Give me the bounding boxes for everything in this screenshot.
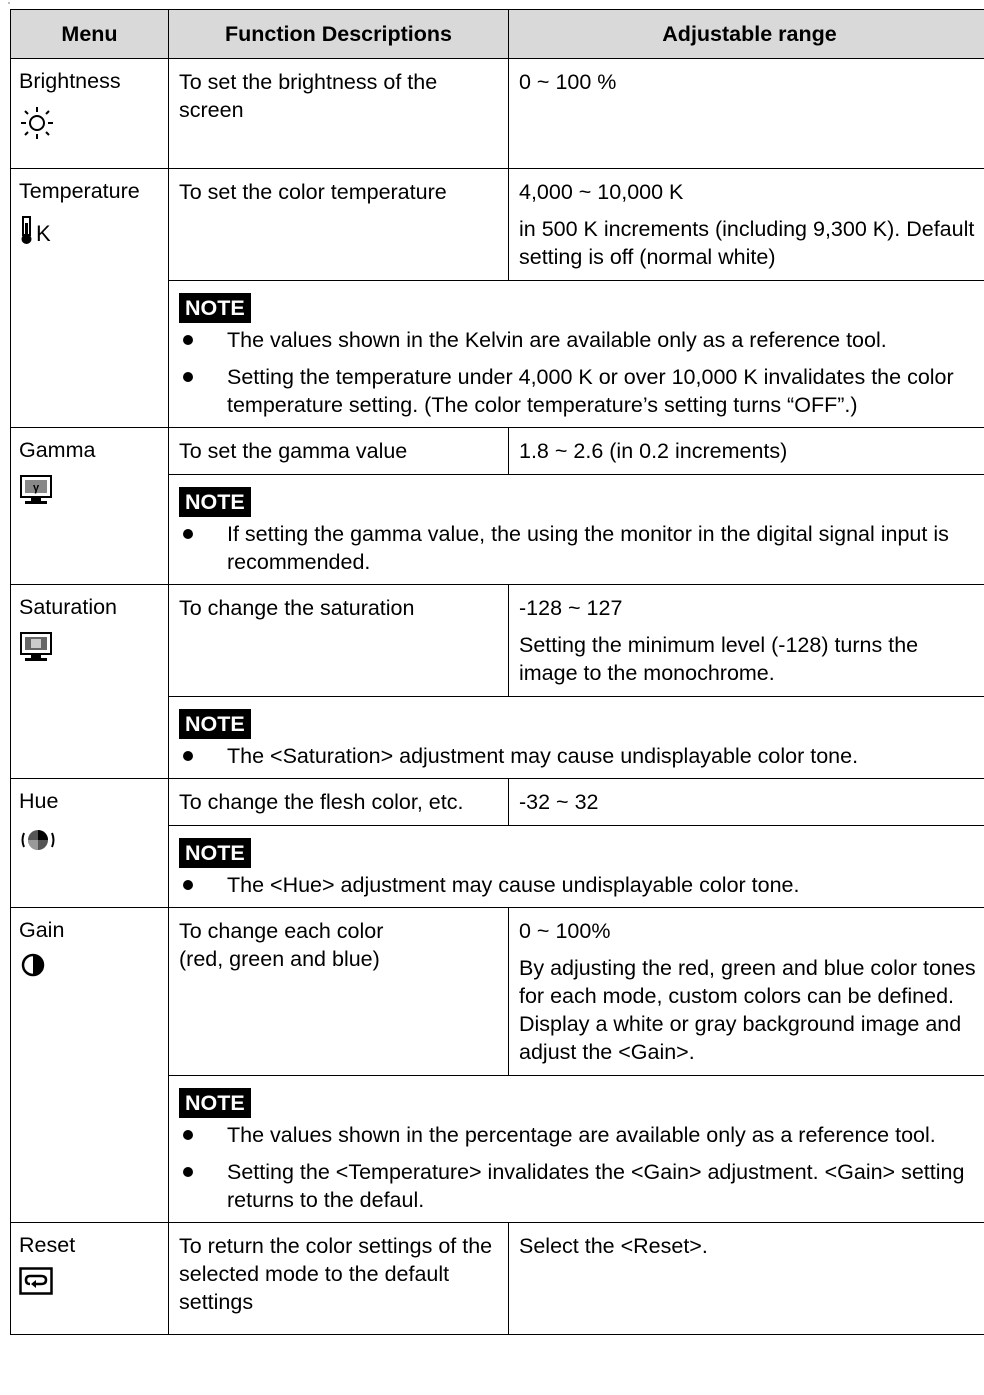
note-item bbox=[179, 520, 980, 576]
header-row bbox=[11, 10, 984, 59]
range-value: -32 ~ 32 bbox=[519, 790, 599, 814]
note-item bbox=[179, 871, 980, 899]
function-hue: To change the flesh color, etc. bbox=[169, 779, 509, 826]
note-label: NOTE bbox=[179, 293, 251, 323]
note-temperature bbox=[169, 281, 984, 428]
menu-label: Gamma bbox=[19, 438, 96, 462]
range-detail: in 500 K increments (including 9,300 K). Default setting is off (normal white) bbox=[519, 217, 975, 269]
row-hue bbox=[11, 779, 984, 826]
note-hue bbox=[169, 826, 984, 908]
function-gamma: To set the gamma value bbox=[169, 428, 509, 475]
range-value: 1.8 ~ 2.6 (in 0.2 increments) bbox=[519, 439, 788, 463]
range-detail: By adjusting the red, green and blue color tones for each mode, custom colors can be defined. Display a white or gray background image and adjust the <Gain>. bbox=[519, 956, 976, 1064]
bullet-icon bbox=[183, 751, 193, 761]
range-gamma bbox=[509, 428, 984, 475]
row-gain bbox=[11, 908, 984, 1076]
range-value: -128 ~ 127 bbox=[519, 596, 623, 620]
bullet-icon bbox=[183, 1130, 193, 1140]
bullet-icon bbox=[183, 335, 193, 345]
menu-label: Brightness bbox=[19, 69, 121, 93]
menu-cell-temperature bbox=[11, 169, 169, 428]
note-text: The values shown in the Kelvin are available only as a reference tool. bbox=[227, 328, 887, 352]
menu-cell-gain bbox=[11, 908, 169, 1223]
range-value: 0 ~ 100% bbox=[519, 919, 611, 943]
note-saturation bbox=[169, 697, 984, 779]
header-function: Function Descriptions bbox=[169, 10, 509, 59]
settings-table bbox=[10, 9, 984, 1335]
range-value: 0 ~ 100 % bbox=[519, 70, 617, 94]
function-gain bbox=[169, 908, 509, 1076]
svg-text:γ: γ bbox=[32, 482, 40, 494]
range-hue bbox=[509, 779, 984, 826]
menu-cell-saturation bbox=[11, 585, 169, 779]
note-item bbox=[179, 363, 980, 419]
range-value: Select the <Reset>. bbox=[519, 1234, 708, 1258]
menu-label: Gain bbox=[19, 918, 65, 942]
bullet-icon bbox=[183, 1167, 193, 1177]
menu-cell-gamma bbox=[11, 428, 169, 585]
bullet-icon bbox=[183, 372, 193, 382]
menu-cell-hue bbox=[11, 779, 169, 908]
monitor-gamma-icon bbox=[19, 474, 160, 506]
note-text: The <Hue> adjustment may cause undisplayable color tone. bbox=[227, 873, 800, 897]
menu-label: Saturation bbox=[19, 595, 118, 619]
range-temperature bbox=[509, 169, 984, 281]
row-temperature bbox=[11, 169, 984, 281]
function-saturation: To change the saturation bbox=[169, 585, 509, 697]
menu-cell-brightness bbox=[11, 59, 169, 169]
note-item bbox=[179, 326, 980, 354]
note-text: If setting the gamma value, the using the monitor in the digital signal input is recommended. bbox=[227, 522, 949, 574]
note-text: Setting the temperature under 4,000 K or over 10,000 K invalidates the color temperature setting. (The color temperature’s setting turns “OFF”.) bbox=[227, 365, 954, 417]
header-range: Adjustable range bbox=[509, 10, 984, 59]
row-reset bbox=[11, 1223, 984, 1335]
note-label: NOTE bbox=[179, 487, 251, 517]
function-reset: To return the color settings of the selected mode to the default settings bbox=[169, 1223, 509, 1335]
note-item bbox=[179, 1121, 980, 1149]
half-circle-icon bbox=[19, 950, 160, 980]
reset-arrow-icon bbox=[19, 1267, 160, 1295]
note-label: NOTE bbox=[179, 1088, 251, 1118]
hue-wheel-icon bbox=[19, 825, 160, 855]
range-gain bbox=[509, 908, 984, 1076]
range-value: 4,000 ~ 10,000 K bbox=[519, 180, 684, 204]
row-saturation bbox=[11, 585, 984, 697]
note-text: The values shown in the percentage are available only as a reference tool. bbox=[227, 1123, 936, 1147]
sun-icon bbox=[19, 105, 160, 141]
row-brightness bbox=[11, 59, 984, 169]
note-text: The <Saturation> adjustment may cause undisplayable color tone. bbox=[227, 744, 859, 768]
monitor-saturation-icon bbox=[19, 631, 160, 663]
thermometer-kelvin-icon bbox=[19, 215, 160, 247]
range-detail: Setting the minimum level (-128) turns the image to the monochrome. bbox=[519, 633, 919, 685]
note-gain bbox=[169, 1076, 984, 1223]
note-gamma bbox=[169, 475, 984, 585]
note-item bbox=[179, 1158, 980, 1214]
menu-cell-reset bbox=[11, 1223, 169, 1335]
menu-label: Temperature bbox=[19, 179, 140, 203]
function-line: (red, green and blue) bbox=[179, 947, 380, 971]
range-saturation bbox=[509, 585, 984, 697]
function-line: To change each color bbox=[179, 919, 384, 943]
note-item bbox=[179, 742, 980, 770]
menu-label: Reset bbox=[19, 1233, 76, 1257]
note-label: NOTE bbox=[179, 709, 251, 739]
scan-dot bbox=[8, 2, 10, 4]
row-gamma bbox=[11, 428, 984, 475]
menu-label: Hue bbox=[19, 789, 59, 813]
note-label: NOTE bbox=[179, 838, 251, 868]
bullet-icon bbox=[183, 529, 193, 539]
function-temperature: To set the color temperature bbox=[169, 169, 509, 281]
note-text: Setting the <Temperature> invalidates the <Gain> adjustment. <Gain> setting returns to the defaul. bbox=[227, 1160, 965, 1212]
range-brightness bbox=[509, 59, 984, 169]
svg-text:K: K bbox=[36, 221, 51, 246]
header-menu: Menu bbox=[11, 10, 169, 59]
function-brightness: To set the brightness of the screen bbox=[169, 59, 509, 169]
range-reset bbox=[509, 1223, 984, 1335]
bullet-icon bbox=[183, 880, 193, 890]
